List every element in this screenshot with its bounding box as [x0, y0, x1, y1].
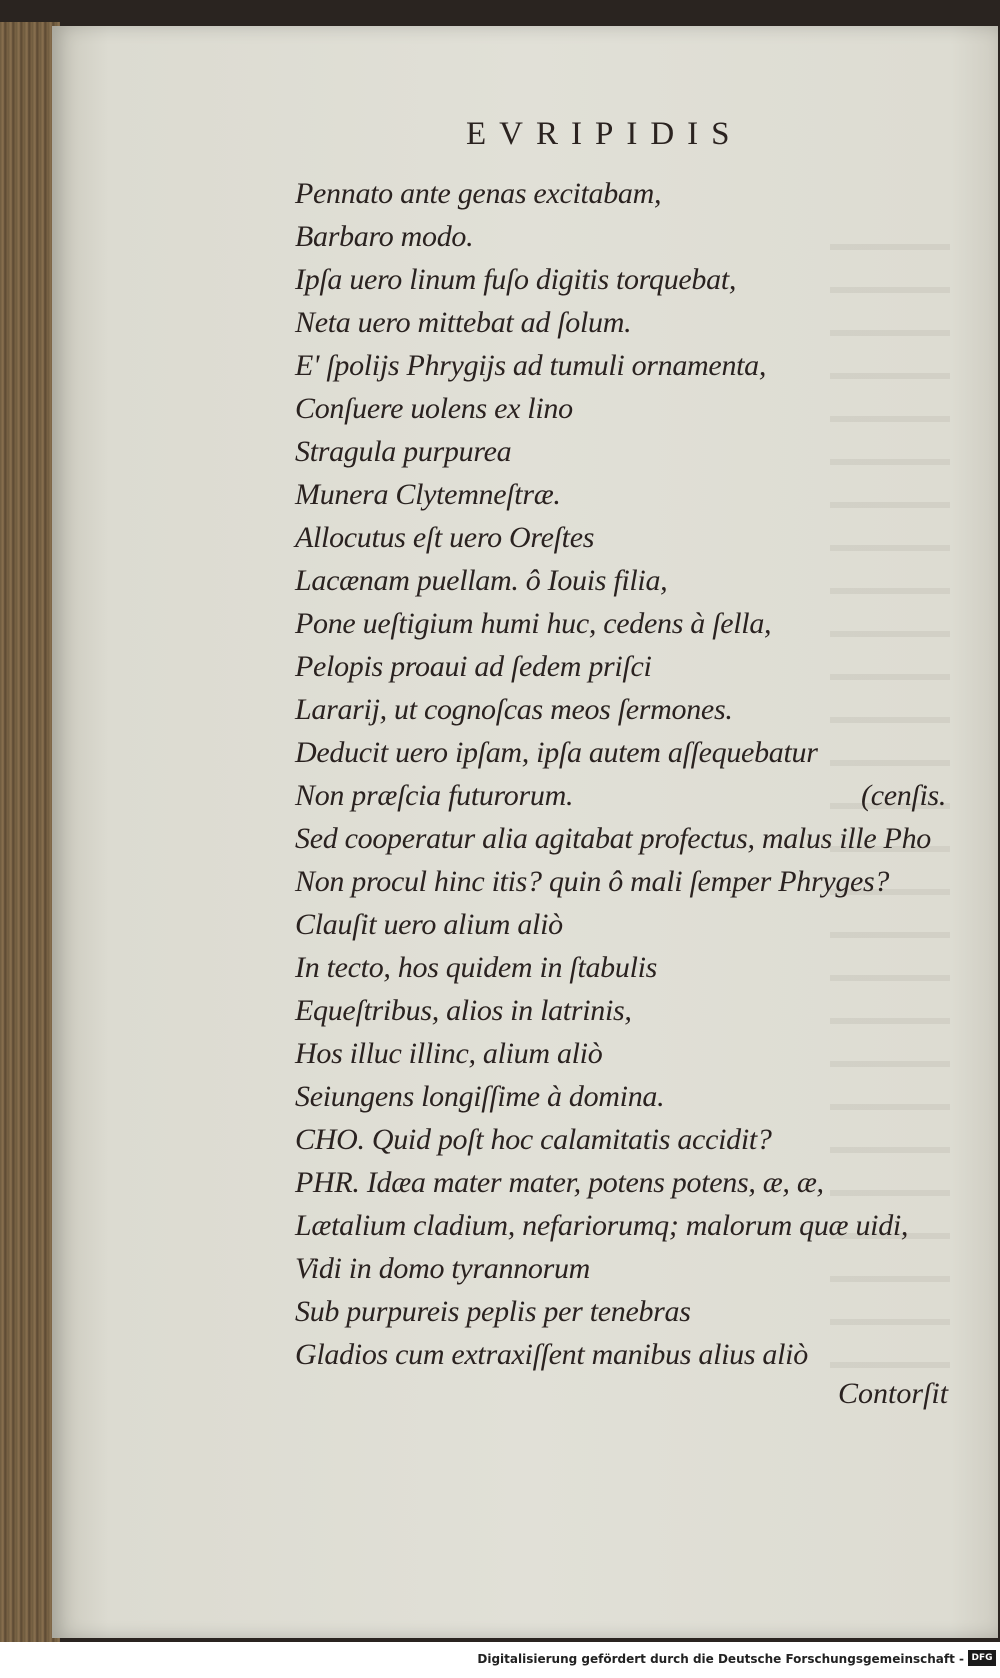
- verse-line: Lararij, ut cognoſcas meos ſermones.: [295, 693, 733, 726]
- verse-line: Gladios cum extraxiſſent manibus alius aliò: [295, 1338, 808, 1371]
- verse-line: Pennato ante genas excitabam,: [295, 177, 662, 210]
- verse-line: Stragula purpurea: [295, 435, 512, 468]
- verse-line: Sed cooperatur alia agitabat profectus, malus ille Pho: [295, 822, 931, 855]
- catchword: Contorſit: [838, 1377, 949, 1410]
- verse-line: Pelopis proaui ad ſedem priſci: [295, 650, 652, 683]
- verse-line: CHO. Quid poſt hoc calamitatis accidit?: [295, 1123, 772, 1156]
- verse-line: Equeſtribus, alios in latrinis,: [295, 994, 632, 1027]
- verse-line: Lacænam puellam. ô Iouis filia,: [295, 564, 668, 597]
- verse-line: Neta uero mittebat ad ſolum.: [295, 306, 632, 339]
- verse-line: Hos illuc illinc, alium aliò: [295, 1037, 603, 1070]
- verse-line: Non procul hinc itis? quin ô mali ſemper Phryges?: [295, 865, 890, 898]
- verse-line-with-turnover: [295, 774, 975, 817]
- verse-line: Conſuere uolens ex lino: [295, 392, 573, 425]
- dfg-logo: DFG: [968, 1650, 996, 1666]
- digitization-credit: Digitalisierung gefördert durch die Deutsche Forschungsgemeinschaft -: [477, 1652, 964, 1666]
- verse-text: [295, 172, 975, 1376]
- verse-line: Allocutus eſt uero Oreſtes: [295, 521, 595, 554]
- verse-line: In tecto, hos quidem in ſtabulis: [295, 951, 658, 984]
- verse-line: Lætalium cladium, nefariorumq; malorum quæ uidi,: [295, 1209, 909, 1242]
- verse-line: Clauſit uero alium aliò: [295, 908, 563, 941]
- verse-line: Deducit uero ipſam, ipſa autem aſſequebatur: [295, 736, 818, 769]
- verse-line: Pone ueſtigium humi huc, cedens à ſella,: [295, 607, 772, 640]
- verse-line: Sub purpureis peplis per tenebras: [295, 1295, 691, 1328]
- verse-line: PHR. Idæa mater mater, potens potens, æ, æ,: [295, 1166, 824, 1199]
- verse-line: Ipſa uero linum fuſo digitis torquebat,: [295, 263, 737, 296]
- verse-line: Munera Clytemneſtræ.: [295, 478, 561, 511]
- running-head: EVRIPIDIS: [466, 116, 743, 152]
- book-edge: [0, 22, 60, 1642]
- verse-line: Seiungens longiſſime à domina.: [295, 1080, 665, 1113]
- verse-line: E' ſpolijs Phrygijs ad tumuli ornamenta,: [295, 349, 767, 382]
- verse-line-text: Non præſcia futurorum.: [295, 779, 574, 812]
- verse-line: Vidi in domo tyrannorum: [295, 1252, 591, 1285]
- verse-line: Barbaro modo.: [295, 220, 474, 253]
- turnover-fragment: (cenſis.: [861, 779, 947, 812]
